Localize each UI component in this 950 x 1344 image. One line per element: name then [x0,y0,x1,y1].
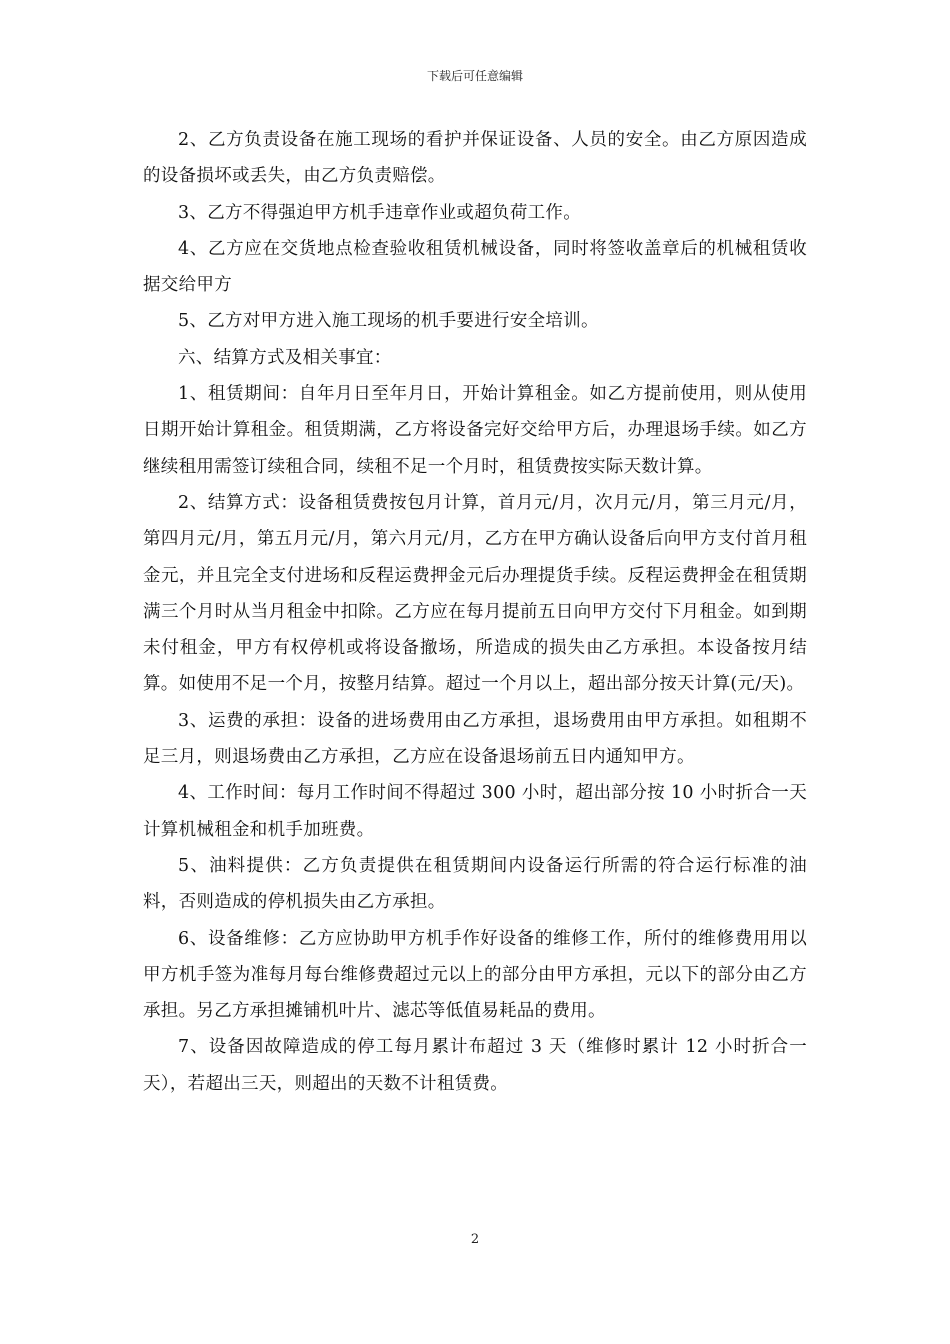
paragraph-clause-4: 4、乙方应在交货地点检查验收租赁机械设备，同时将签收盖章后的机械租赁收据交给甲方 [143,238,807,296]
page-header: 下载后可任意编辑 [426,69,523,83]
paragraph-freight: 3、运费的承担：设备的进场费用由乙方承担，退场费用由甲方承担。如租期不足三月，则退场费由乙方承担，乙方应在设备退场前五日内通知甲方。 [143,710,807,768]
paragraph-lease-period: 1、租赁期间：自年月日至年月日，开始计算租金。如乙方提前使用，则从使用日期开始计算租金。租赁期满，乙方将设备完好交给甲方后，办理退场手续。如乙方继续租用需签订续租合同，续租不足一个月时，租赁费按实际天数计算。 [143,384,807,477]
paragraph-clause-5: 5、乙方对甲方进入施工现场的机手要进行安全培训。 [178,311,599,332]
paragraph-maintenance: 6、设备维修：乙方应协助甲方机手作好设备的维修工作，所付的维修费用用以甲方机手签为准每月每台维修费超过元以上的部分由甲方承担，元以下的部分由乙方承担。另乙方承担摊铺机叶片、滤芯等低值易耗品的费用。 [143,928,807,1022]
paragraph-clause-2: 2、乙方负责设备在施工现场的看护并保证设备、人员的安全。由乙方原因造成的设备损坏或丢失，由乙方负责赔偿。 [143,130,807,187]
paragraph-settlement-method: 2、结算方式：设备租赁费按包月计算，首月元/月，次月元/月，第三月元/月，第四月元/月，第五月元/月，第六月元/月，乙方在甲方确认设备后向甲方支付首月租金元，并且完全支付进场和反程运费押金元后办理提货手续。反程运费押金在租赁期满三个月时从当月租金中扣除。乙方应在每月提前五日向甲方交付下月租金。如到期未付租金，甲方有权停机或将设备撤场，所造成的损失由乙方承担。本设备按月结算。如使用不足一个月，按整月结算。超过一个月以上，超出部分按天计算(元/天)。 [143,492,807,695]
paragraph-fuel-supply: 5、油料提供：乙方负责提供在租赁期间内设备运行所需的符合运行标准的油料，否则造成的停机损失由乙方承担。 [143,855,807,913]
paragraph-clause-3: 3、乙方不得强迫甲方机手违章作业或超负荷工作。 [178,202,582,223]
paragraph-working-hours: 4、工作时间：每月工作时间不得超过 300 小时，超出部分按 10 小时折合一天计算机械租金和机手加班费。 [143,783,807,840]
page-number: 2 [470,1232,480,1247]
document-body [143,122,807,1102]
paragraph-downtime: 7、设备因故障造成的停工每月累计布超过 3 天（维修时累计 12 小时折合一天），若超出三天，则超出的天数不计租赁费。 [143,1037,807,1094]
section-heading-settlement: 六、结算方式及相关事宜： [178,347,392,368]
